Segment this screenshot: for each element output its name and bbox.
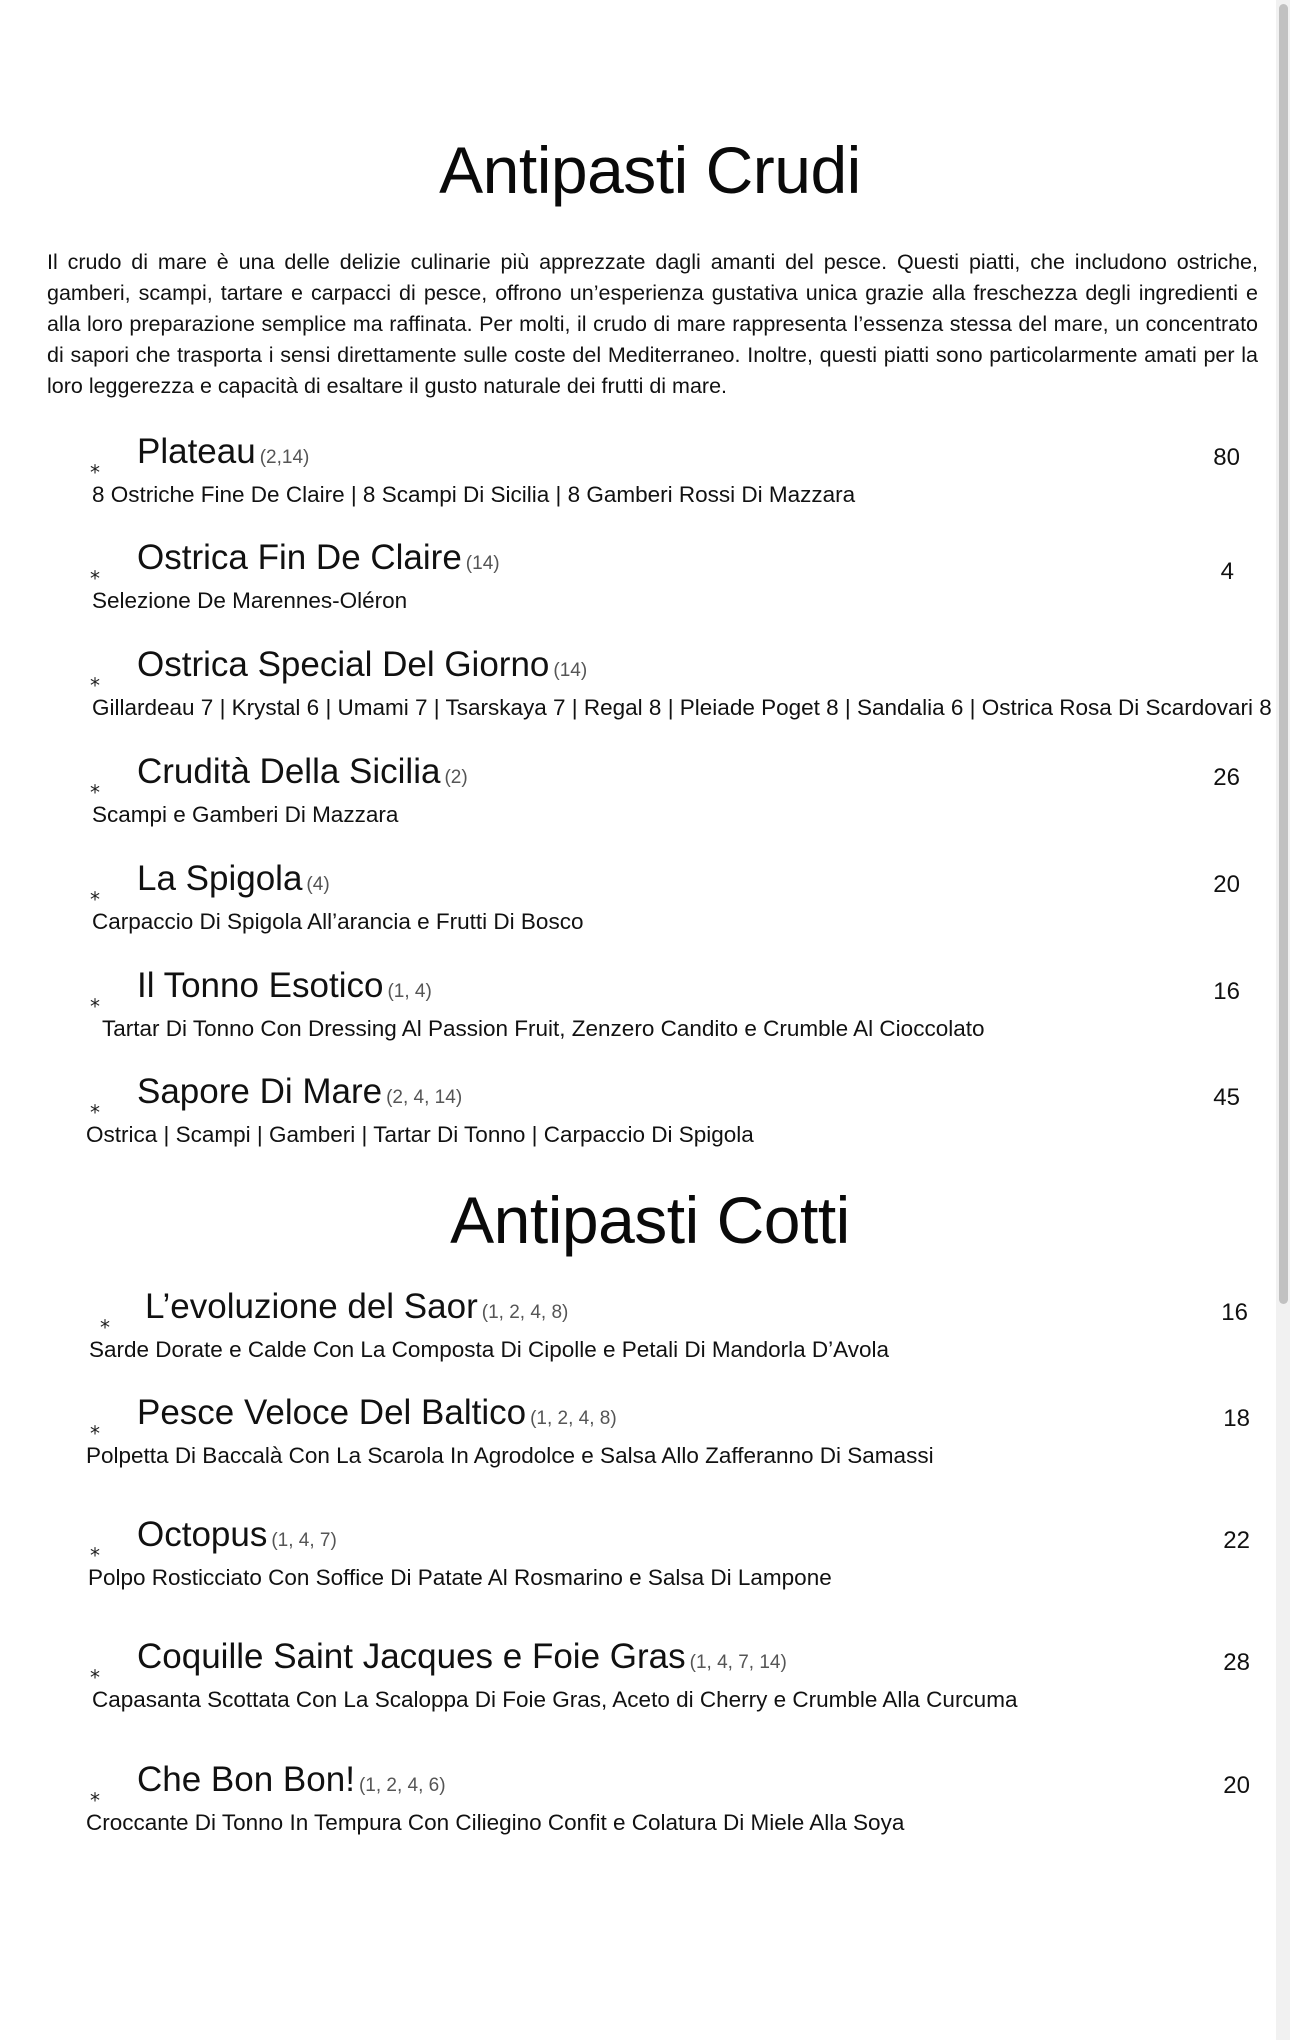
bullet-icon: ⁎ [90, 1661, 100, 1683]
bullet-icon: ⁎ [100, 1311, 110, 1333]
item-description: Ostrica | Scampi | Gamberi | Tartar Di Tonno | Carpaccio Di Spigola [86, 1122, 754, 1147]
item-description: Capasanta Scottata Con La Scaloppa Di Foie Gras, Aceto di Cherry e Crumble Alla Curcuma [92, 1687, 1018, 1712]
item-description: Gillardeau 7 | Krystal 6 | Umami 7 | Tsarskaya 7 | Regal 8 | Pleiade Poget 8 | Sandalia 6 | Ostrica Rosa Di Scardovari 8 [92, 695, 1272, 720]
item-allergens: (1, 2, 4, 8) [481, 1302, 569, 1323]
menu-item [0, 1393, 1290, 1483]
menu-item [0, 1515, 1290, 1605]
item-name: Sapore Di Mare (2, 4, 14) [137, 1072, 463, 1111]
item-price: 4 [1220, 558, 1234, 585]
item-name: Che Bon Bon! (1, 2, 4, 6) [137, 1760, 446, 1799]
section-intro-crudi: Il crudo di mare è una delle delizie culinarie più apprezzate dagli amanti del pesce. Questi piatti, che includono ostriche, gamberi, scampi, tartare e carpacci di pesce, offrono un’esperienza gustativa unica grazie alla freschezza degli ingredienti e alla loro preparazione semplice ma raffinata. Per molti, il crudo di mare rappresenta l’essenza stessa del mare, un concentrato di sapori che trasporta i sensi direttamente sulle coste del Mediterraneo. Inoltre, questi piatti sono particolarmente amati per la loro leggerezza e capacità di esaltare il gusto naturale dei frutti di mare. [47, 250, 1258, 398]
item-price: 22 [1223, 1527, 1250, 1554]
menu-item [0, 645, 1290, 735]
item-name: L’evoluzione del Saor (1, 2, 4, 8) [145, 1287, 569, 1326]
item-name: Crudità Della Sicilia (2) [137, 752, 468, 791]
item-price: 20 [1223, 1772, 1250, 1799]
item-allergens: (14) [465, 553, 500, 574]
bullet-icon: ⁎ [90, 990, 100, 1012]
item-name: Ostrica Fin De Claire (14) [137, 538, 500, 577]
menu-item [0, 752, 1290, 842]
bullet-icon: ⁎ [90, 669, 100, 691]
item-allergens: (2,14) [259, 447, 310, 468]
item-name: Ostrica Special Del Giorno (14) [137, 645, 588, 684]
item-description: Tartar Di Tonno Con Dressing Al Passion Fruit, Zenzero Candito e Crumble Al Cioccolato [102, 1016, 985, 1041]
scrollbar-thumb[interactable] [1279, 4, 1288, 1304]
item-description: Sarde Dorate e Calde Con La Composta Di Cipolle e Petali Di Mandorla D’Avola [89, 1337, 889, 1362]
bullet-icon: ⁎ [90, 1096, 100, 1118]
item-name: Octopus (1, 4, 7) [137, 1515, 337, 1554]
bullet-icon: ⁎ [90, 1539, 100, 1561]
section-title-crudi: Antipasti Crudi [439, 133, 861, 207]
item-price: 16 [1213, 978, 1240, 1005]
vertical-scrollbar[interactable] [1276, 0, 1290, 2040]
menu-item [0, 859, 1290, 949]
item-allergens: (1, 4, 7, 14) [689, 1652, 787, 1673]
menu-item [0, 1760, 1290, 1850]
item-price: 20 [1213, 871, 1240, 898]
menu-item [0, 1072, 1290, 1162]
item-allergens: (4) [306, 874, 330, 895]
menu-item [0, 432, 1290, 522]
item-price: 28 [1223, 1649, 1250, 1676]
bullet-icon: ⁎ [90, 562, 100, 584]
bullet-icon: ⁎ [90, 1417, 100, 1439]
item-description: Selezione De Marennes-Oléron [92, 588, 408, 613]
item-description: 8 Ostriche Fine De Claire | 8 Scampi Di Sicilia | 8 Gamberi Rossi Di Mazzara [92, 482, 856, 507]
bullet-icon: ⁎ [90, 883, 100, 905]
item-allergens: (1, 4, 7) [271, 1530, 337, 1551]
section-title-cotti: Antipasti Cotti [450, 1183, 850, 1257]
item-price: 45 [1213, 1084, 1240, 1111]
bullet-icon: ⁎ [90, 1784, 100, 1806]
item-name: Plateau (2,14) [137, 432, 310, 471]
item-allergens: (2, 4, 14) [386, 1087, 463, 1108]
item-price: 80 [1213, 444, 1240, 471]
item-name: Il Tonno Esotico (1, 4) [137, 966, 432, 1005]
menu-item [0, 966, 1290, 1056]
menu-item [0, 1637, 1290, 1727]
item-description: Croccante Di Tonno In Tempura Con Ciliegino Confit e Colatura Di Miele Alla Soya [86, 1810, 905, 1835]
menu-item [0, 1287, 1290, 1377]
item-description: Polpetta Di Baccalà Con La Scarola In Agrodolce e Salsa Allo Zafferanno Di Samassi [86, 1443, 934, 1468]
item-name: Pesce Veloce Del Baltico (1, 2, 4, 8) [137, 1393, 617, 1432]
item-allergens: (2) [444, 767, 468, 788]
item-price: 18 [1223, 1405, 1250, 1432]
item-price: 16 [1221, 1299, 1248, 1326]
item-price: 26 [1213, 764, 1240, 791]
item-allergens: (1, 2, 4, 8) [530, 1408, 617, 1429]
item-description: Scampi e Gamberi Di Mazzara [92, 802, 399, 827]
item-allergens: (14) [553, 660, 588, 681]
item-description: Polpo Rosticciato Con Soffice Di Patate Al Rosmarino e Salsa Di Lampone [88, 1565, 832, 1590]
item-name: Coquille Saint Jacques e Foie Gras (1, 4, 7, 14) [137, 1637, 787, 1676]
item-description: Carpaccio Di Spigola All’arancia e Frutti Di Bosco [92, 909, 584, 934]
menu-item [0, 538, 1290, 628]
item-allergens: (1, 4) [387, 981, 432, 1002]
bullet-icon: ⁎ [90, 776, 100, 798]
bullet-icon: ⁎ [90, 456, 100, 478]
item-name: La Spigola (4) [137, 859, 330, 898]
item-allergens: (1, 2, 4, 6) [358, 1775, 446, 1796]
